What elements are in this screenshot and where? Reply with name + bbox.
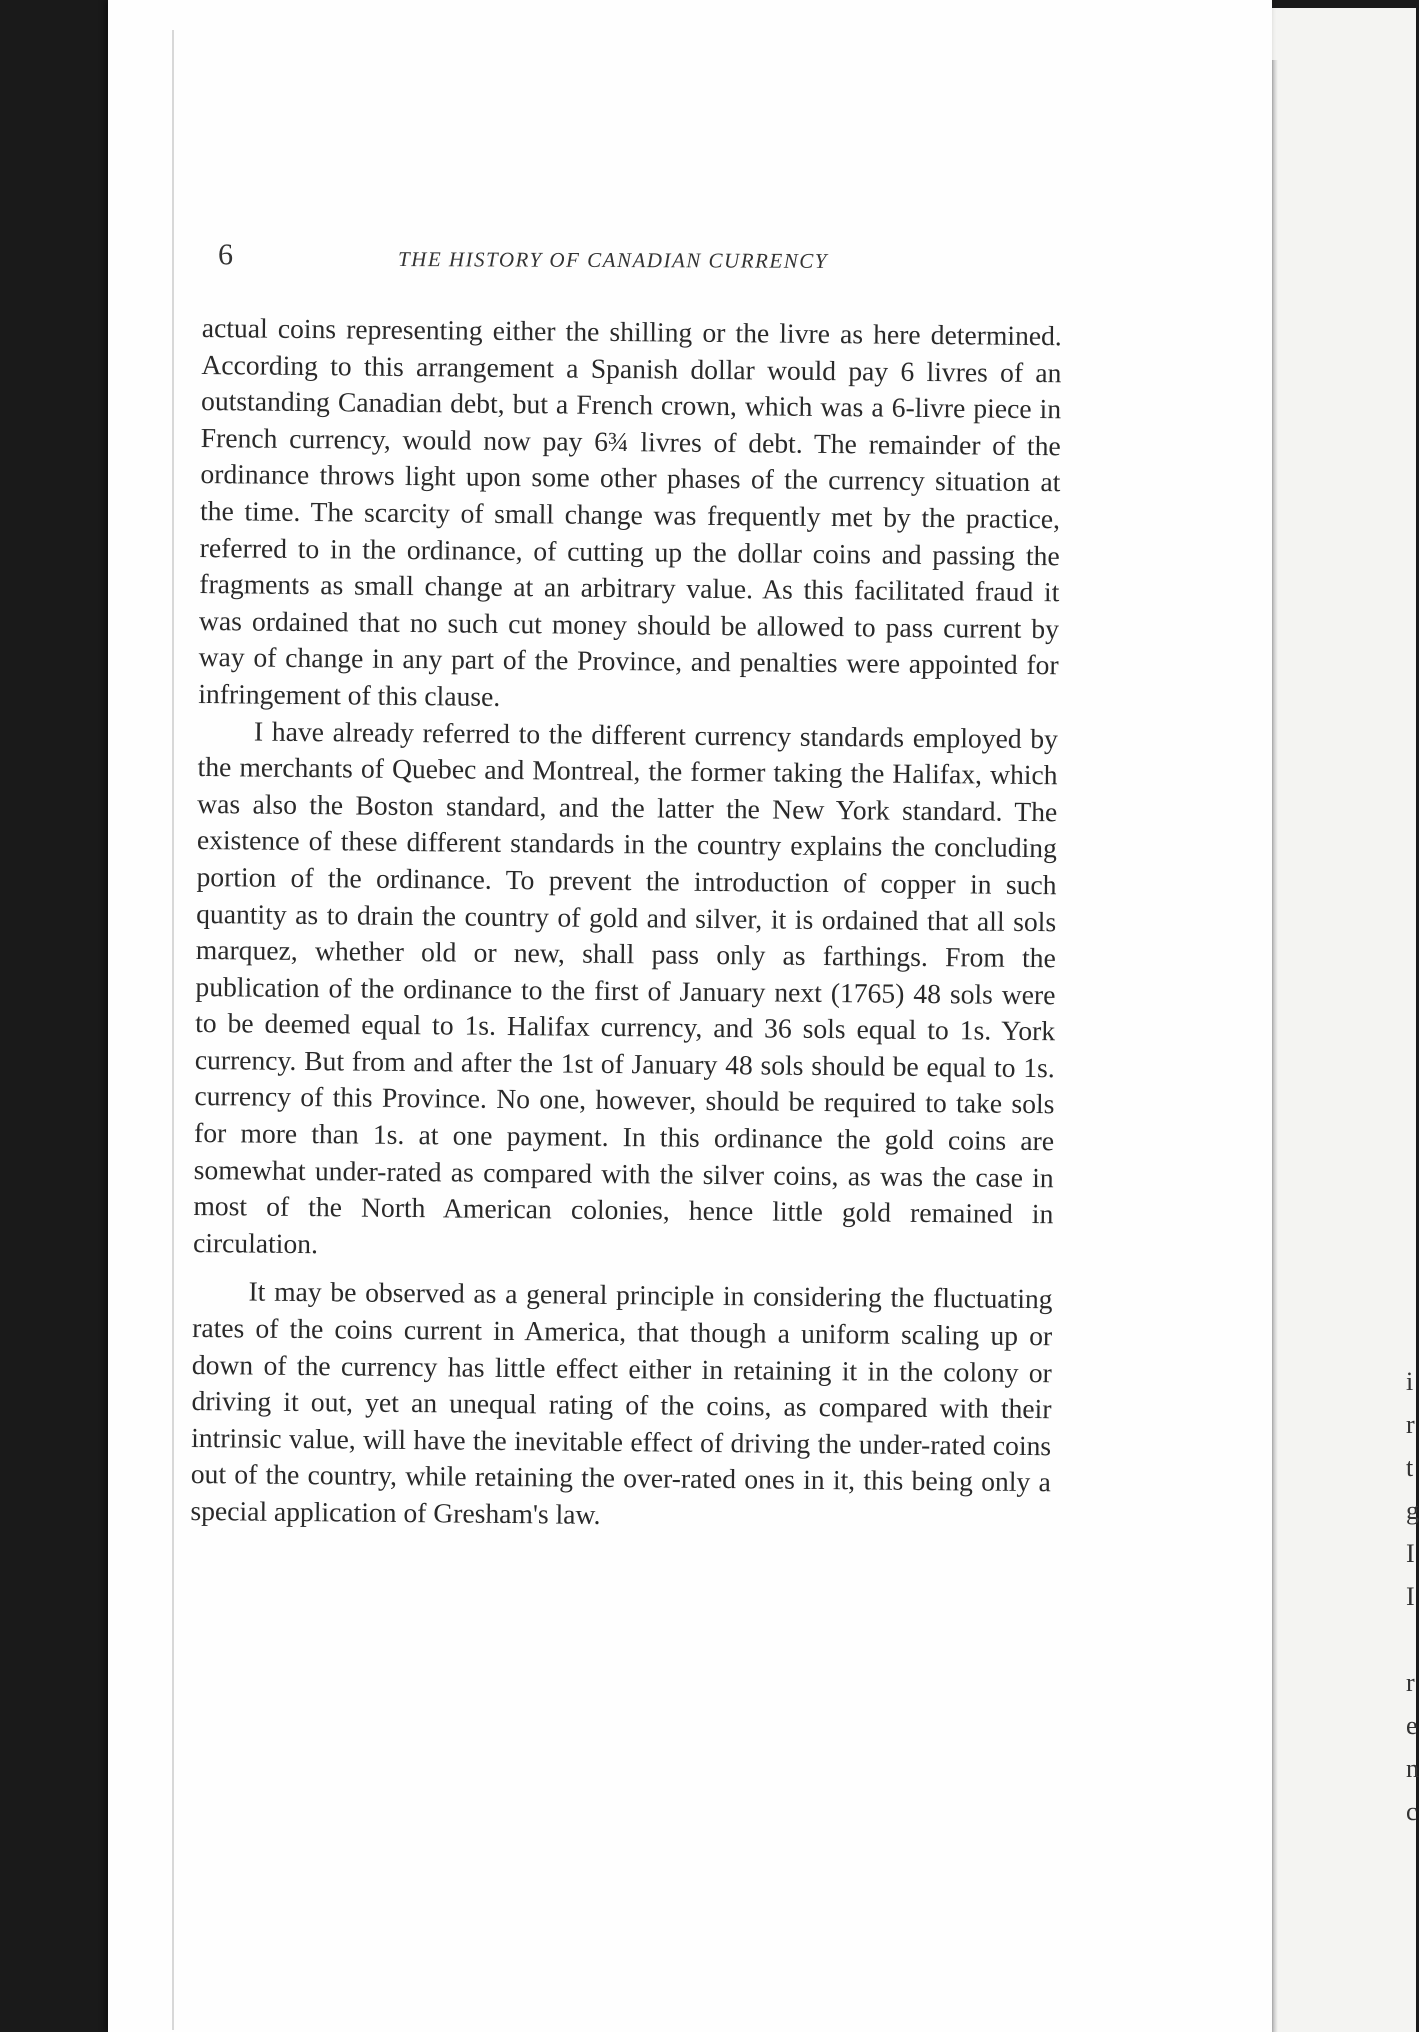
facing-page-letter: g — [1406, 1496, 1419, 1525]
facing-page-letter: e — [1406, 1711, 1418, 1740]
page-number: 6 — [217, 238, 234, 272]
paragraph: I have already referred to the different currency standards employed by the merchants of Quebec and Montreal, the former taking the Halifax, which was also the Boston standard, and the latter the New York standard. The existence of these different standards in the country explains the concluding portion of the ordinance. To prevent the introduction of copper in such quantity as to drain the country of gold and silver, it is ordained that all sols marquez, whether old or new, shall pass only as farthings. From the publication of the ordinance to the first of January next (1765) 48 sols were to be deemed equal to 1s. Halifax currency, and 36 sols equal to 1s. York currency. But from and after the 1st of January 48 sols should be equal to 1s. currency of this Province. No one, however, should be required to take sols for more than 1s. at one payment. In this ordinance the gold coins are somewhat under-rated as compared with the silver coins, as was the case in most of the North American colonies, hence little gold remained in circulation. — [192, 715, 1059, 1259]
facing-page-letter: I — [1406, 1539, 1415, 1568]
page-header — [218, 238, 1018, 281]
page-edge — [172, 30, 174, 2030]
facing-page-letter: r — [1406, 1410, 1415, 1439]
paragraph: actual coins representing either the shilling or the livre as here determined. According to this arrangement a Spanish dollar would pay 6 livres of an outstanding Canadian debt, but a French crown, which was a 6-livre piece in French currency, would now pay 6¾ livres of debt. The remainder of the ordinance throws light upon some other phases of the currency situation at the time. The scarcity of small change was frequently met by the practice, referred to in the ordinance, of cutting up the dollar coins and passing the fragments as small change at an arbitrary value. As this facilitated fraud it was ordained that no such cut money should be allowed to pass current by way of change in any part of the Province, and penalties were appointed for infringement of this clause. — [198, 311, 1062, 712]
running-title: THE HISTORY OF CANADIAN CURRENCY — [397, 247, 828, 273]
body-text — [190, 310, 1062, 1538]
paragraph: It may be observed as a general principle in considering the fluctuating rates of the coins current in America, that though a uniform scaling up or down of the currency has little effect either in retaining it in the colony or driving it out, yet an unequal rating of the coins, as compared with their intrinsic value, will have the inevitable effect of driving the under-rated coins out of the country, while retaining the over-rated ones in it, this being only a special application of Gresham's law. — [190, 1275, 1053, 1530]
facing-page — [1268, 8, 1419, 2032]
facing-page-letter: n — [1406, 1754, 1419, 1783]
facing-page-letter: I — [1406, 1582, 1415, 1611]
facing-page-letter — [1406, 1618, 1416, 1661]
facing-page-text-fragments — [1406, 1360, 1419, 1833]
facing-page-letter: r — [1406, 1668, 1415, 1697]
facing-page-letter: c — [1406, 1797, 1418, 1826]
facing-page-letter: t — [1406, 1453, 1414, 1482]
facing-page-letter: i — [1406, 1367, 1414, 1396]
